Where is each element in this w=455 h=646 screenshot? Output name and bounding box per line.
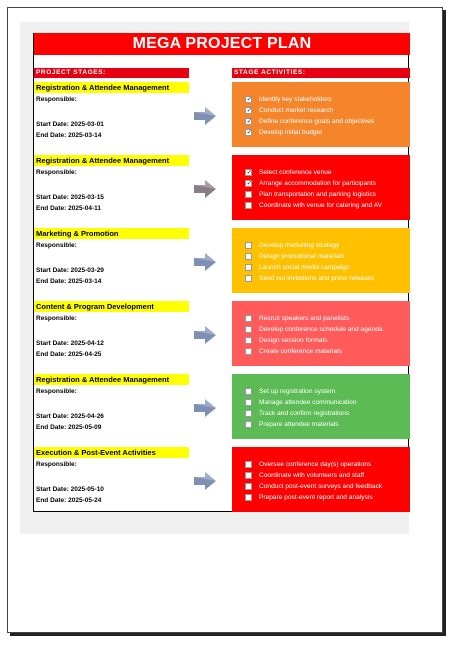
activity-label: Design session formats <box>259 337 328 344</box>
activity-label: Oversee conference day(s) operations <box>259 461 372 468</box>
stage-responsible-label: Responsible: <box>36 169 77 176</box>
activity-item <box>245 251 410 262</box>
right-arrow-icon <box>194 253 216 271</box>
stage-responsible-label: Responsible: <box>36 461 77 468</box>
activity-item <box>245 313 410 324</box>
activity-item <box>245 419 410 430</box>
activity-label: Send out invitations and press releases <box>259 275 375 282</box>
activity-label: Recruit speakers and panelists <box>259 315 350 322</box>
stage-start-date: Start Date: 2025-04-26 <box>36 413 104 420</box>
stage-row <box>34 82 410 147</box>
stage-end-date: End Date: 2025-03-14 <box>36 132 102 139</box>
stage-start-date: Start Date: 2025-04-12 <box>36 340 104 347</box>
checked-checkbox-icon[interactable] <box>245 169 252 176</box>
unchecked-checkbox-icon[interactable] <box>245 388 252 395</box>
right-arrow-icon <box>194 399 216 417</box>
activity-item <box>245 178 410 189</box>
activity-item <box>245 262 410 273</box>
activity-label: Coordinate with volunteers and staff <box>259 472 365 479</box>
right-arrow-icon <box>194 107 216 125</box>
activity-item <box>245 167 410 178</box>
unchecked-checkbox-icon[interactable] <box>245 326 252 333</box>
activity-label: Create conference materials <box>259 348 342 355</box>
activities-header: STAGE ACTIVITIES: <box>232 68 410 78</box>
stage-start-date: Start Date: 2025-03-01 <box>36 121 104 128</box>
activity-label: Develop conference schedule and agenda <box>259 326 383 333</box>
unchecked-checkbox-icon[interactable] <box>245 242 252 249</box>
activity-item <box>245 386 410 397</box>
unchecked-checkbox-icon[interactable] <box>245 461 252 468</box>
checked-checkbox-icon[interactable] <box>245 107 252 114</box>
activity-label: Set up registration system <box>259 388 336 395</box>
stage-activities-box <box>232 374 410 439</box>
stage-row <box>34 301 410 366</box>
stage-row <box>34 374 410 439</box>
stage-row <box>34 228 410 293</box>
stage-activities-box <box>232 82 410 147</box>
stage-title: Content & Program Development <box>34 301 189 312</box>
checked-checkbox-icon[interactable] <box>245 96 252 103</box>
activity-item <box>245 397 410 408</box>
unchecked-checkbox-icon[interactable] <box>245 399 252 406</box>
stage-activities-box <box>232 447 410 512</box>
activity-item <box>245 116 410 127</box>
activity-item <box>245 105 410 116</box>
activity-label: Identify key stakeholders <box>259 96 332 103</box>
activity-item <box>245 470 410 481</box>
activity-item <box>245 273 410 284</box>
stage-end-date: End Date: 2025-05-24 <box>36 497 102 504</box>
stage-activities-box <box>232 228 410 293</box>
stage-responsible-label: Responsible: <box>36 388 77 395</box>
unchecked-checkbox-icon[interactable] <box>245 337 252 344</box>
stage-title: Execution & Post-Event Activities <box>34 447 189 458</box>
checked-checkbox-icon[interactable] <box>245 118 252 125</box>
activity-item <box>245 346 410 357</box>
stage-start-date: Start Date: 2025-03-29 <box>36 267 104 274</box>
checked-checkbox-icon[interactable] <box>245 129 252 136</box>
stage-title: Registration & Attendee Management <box>34 155 189 166</box>
activity-label: Track and confirm registrations <box>259 410 350 417</box>
activity-label: Design promotional materials <box>259 253 345 260</box>
activity-label: Plan transportation and parking logistics <box>259 191 376 198</box>
activity-label: Launch social media campaign <box>259 264 350 271</box>
unchecked-checkbox-icon[interactable] <box>245 348 252 355</box>
activity-label: Conduct market research <box>259 107 334 114</box>
activity-item <box>245 200 410 211</box>
stage-end-date: End Date: 2025-04-11 <box>36 205 102 212</box>
activity-label: Manage attendee communication <box>259 399 357 406</box>
activity-item <box>245 335 410 346</box>
unchecked-checkbox-icon[interactable] <box>245 483 252 490</box>
activity-item <box>245 481 410 492</box>
checked-checkbox-icon[interactable] <box>245 180 252 187</box>
activity-label: Define conference goals and objectives <box>259 118 375 125</box>
stage-activities-box <box>232 155 410 220</box>
activity-item <box>245 492 410 503</box>
activity-item <box>245 324 410 335</box>
stage-title: Marketing & Promotion <box>34 228 189 239</box>
activity-label: Arrange accommodation for participants <box>259 180 376 187</box>
unchecked-checkbox-icon[interactable] <box>245 191 252 198</box>
right-arrow-icon <box>194 180 216 198</box>
unchecked-checkbox-icon[interactable] <box>245 494 252 501</box>
activity-label: Select conference venue <box>259 169 332 176</box>
activity-item <box>245 94 410 105</box>
activity-label: Prepare post-event report and analysis <box>259 494 373 501</box>
activity-label: Develop marketing strategy <box>259 242 340 249</box>
project-plan-document <box>33 33 409 512</box>
right-arrow-icon <box>194 326 216 344</box>
activity-label: Develop initial budget <box>259 129 323 136</box>
activity-item <box>245 240 410 251</box>
stage-row <box>34 155 410 220</box>
unchecked-checkbox-icon[interactable] <box>245 410 252 417</box>
stage-end-date: End Date: 2025-04-25 <box>36 351 102 358</box>
stage-start-date: Start Date: 2025-05-10 <box>36 486 104 493</box>
stage-end-date: End Date: 2025-05-09 <box>36 424 102 431</box>
unchecked-checkbox-icon[interactable] <box>245 275 252 282</box>
stage-title: Registration & Attendee Management <box>34 82 189 93</box>
stage-responsible-label: Responsible: <box>36 315 77 322</box>
unchecked-checkbox-icon[interactable] <box>245 264 252 271</box>
activity-item <box>245 408 410 419</box>
unchecked-checkbox-icon[interactable] <box>245 421 252 428</box>
stage-row <box>34 447 410 512</box>
unchecked-checkbox-icon[interactable] <box>245 202 252 209</box>
activity-item <box>245 127 410 138</box>
unchecked-checkbox-icon[interactable] <box>245 253 252 260</box>
stage-responsible-label: Responsible: <box>36 96 77 103</box>
unchecked-checkbox-icon[interactable] <box>245 315 252 322</box>
stage-end-date: End Date: 2025-03-14 <box>36 278 102 285</box>
activity-label: Conduct post-event surveys and feedback <box>259 483 383 490</box>
unchecked-checkbox-icon[interactable] <box>245 472 252 479</box>
activity-label: Coordinate with venue for catering and AV <box>259 202 383 209</box>
stage-responsible-label: Responsible: <box>36 242 77 249</box>
stage-start-date: Start Date: 2025-03-15 <box>36 194 104 201</box>
activity-item <box>245 459 410 470</box>
plan-title: MEGA PROJECT PLAN <box>34 33 410 55</box>
stages-header: PROJECT STAGES: <box>34 68 189 78</box>
activity-label: Prepare attendee materials <box>259 421 339 428</box>
stage-title: Registration & Attendee Management <box>34 374 189 385</box>
activity-item <box>245 189 410 200</box>
right-arrow-icon <box>194 472 216 490</box>
stage-activities-box <box>232 301 410 366</box>
